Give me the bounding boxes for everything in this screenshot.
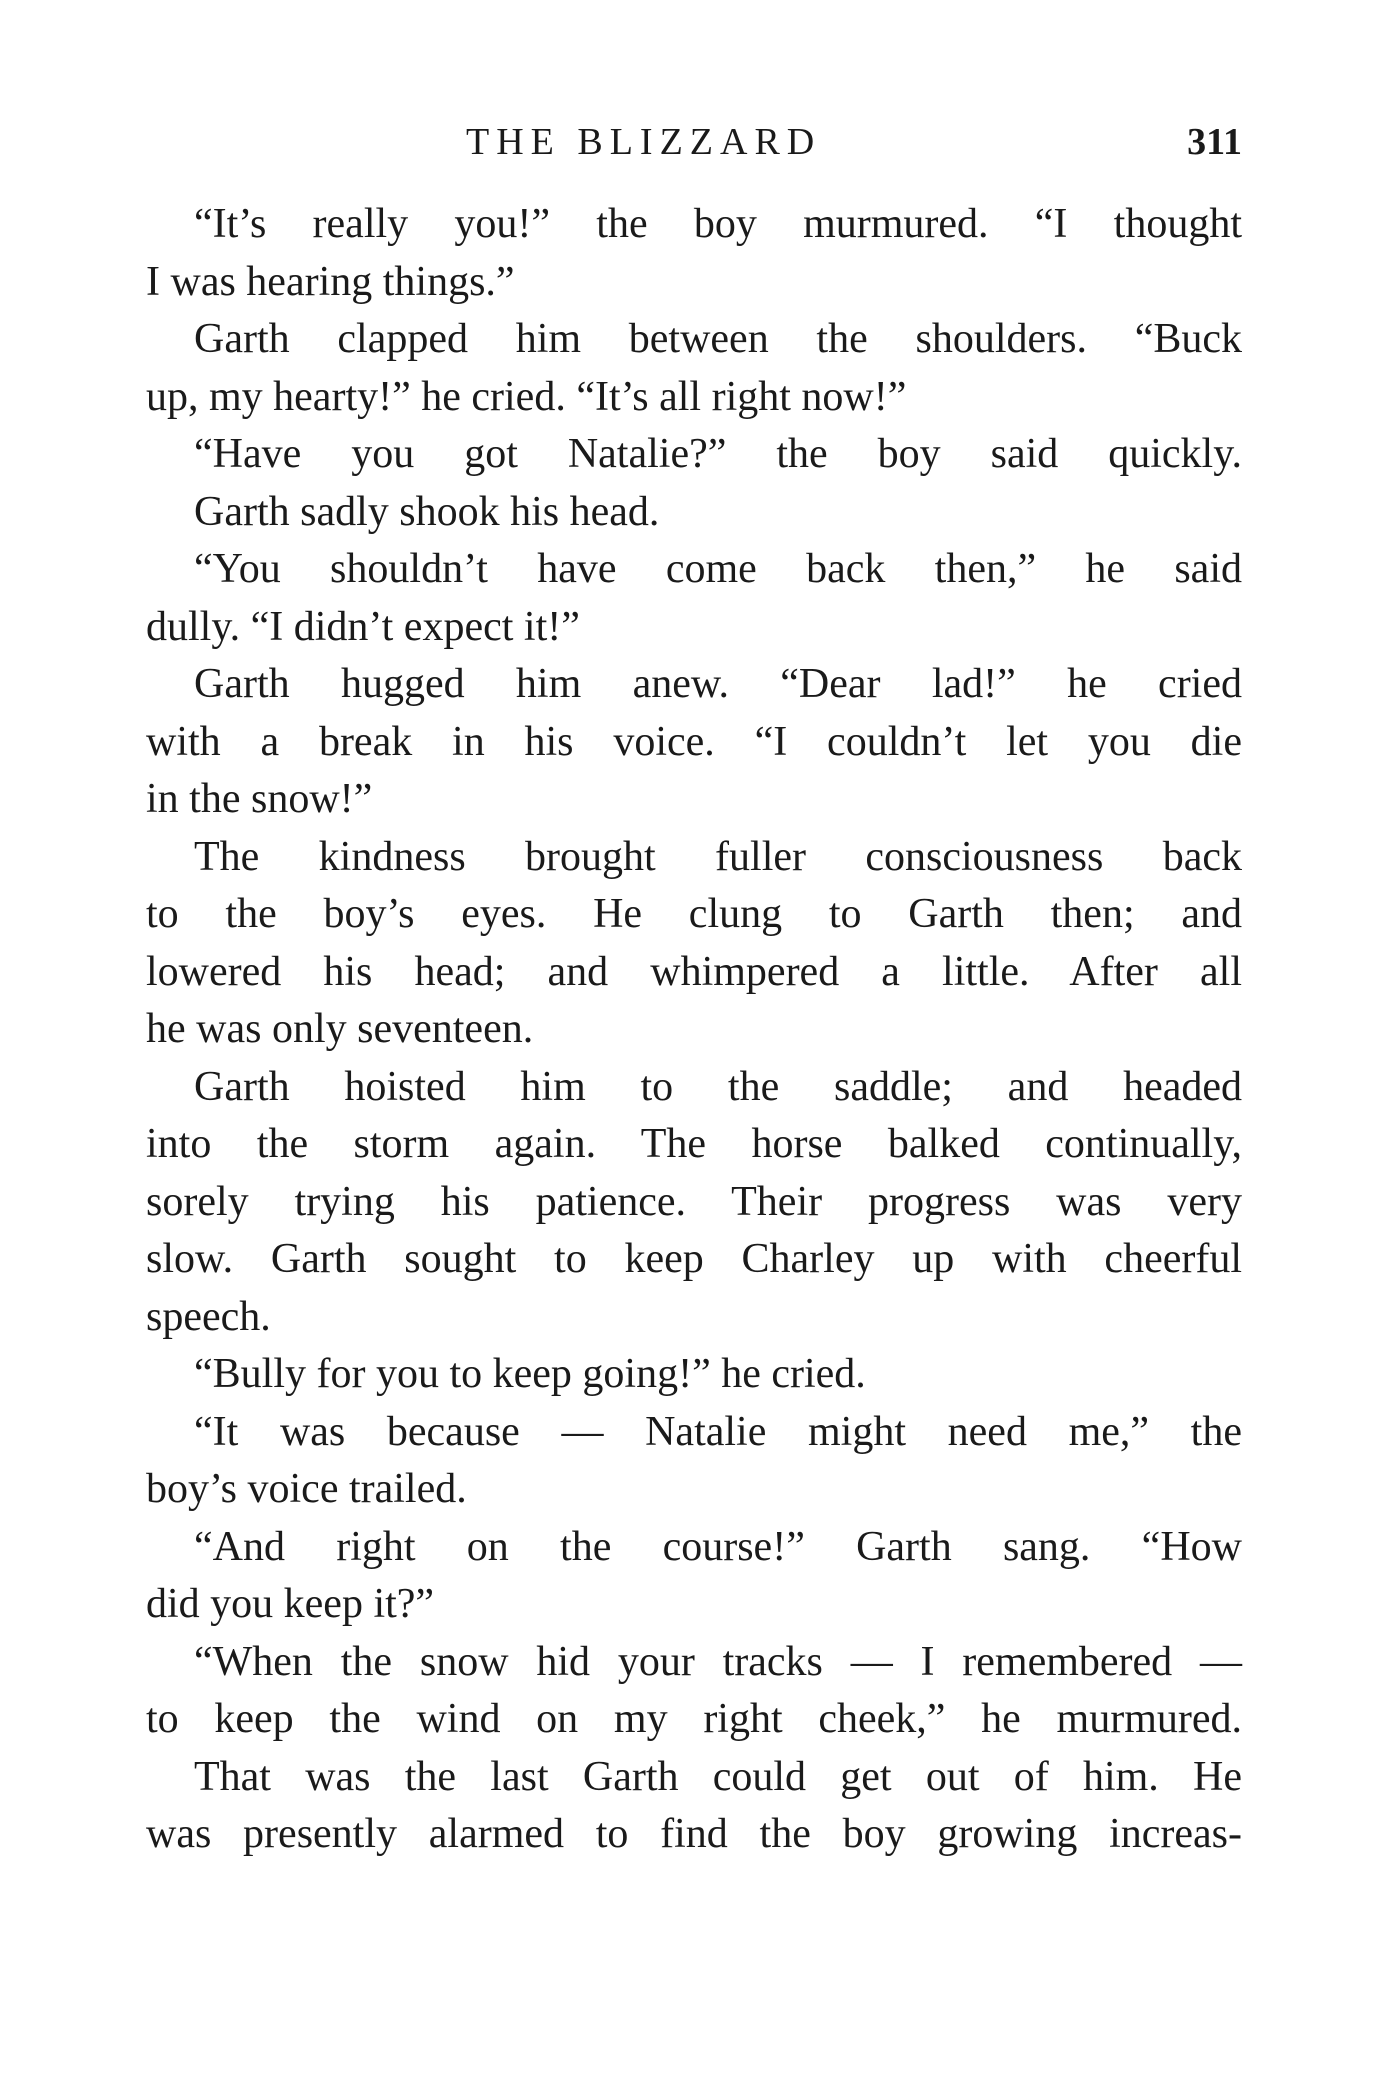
text-line: Garth sadly shook his head.	[194, 488, 660, 535]
text-line: into the storm again. The horse balked continually,	[146, 1121, 1242, 1167]
text-line: “Bully for you to keep going!” he cried.	[194, 1351, 866, 1397]
text-line: speech.	[146, 1293, 271, 1340]
text-line: with a break in his voice. “I couldn’t let you die	[146, 718, 1242, 765]
text-line: slow. Garth sought to keep Charley up with cheerful	[146, 1236, 1242, 1282]
text-line: Garth hoisted him to the saddle; and headed	[194, 1063, 1242, 1110]
text-line: That was the last Garth could get out of him. He	[194, 1753, 1242, 1800]
text-line: “When the snow hid your tracks — I remembered —	[194, 1638, 1242, 1685]
text-line: lowered his head; and whimpered a little. After all	[146, 948, 1242, 995]
text-line: to keep the wind on my right cheek,” he murmured.	[146, 1696, 1242, 1742]
text-line: in the snow!”	[146, 776, 373, 822]
body-text	[146, 196, 1242, 1864]
text-line: boy’s voice trailed.	[146, 1466, 467, 1512]
text-line: dully. “I didn’t expect it!”	[146, 603, 580, 650]
text-line: The kindness brought fuller consciousness back	[194, 833, 1242, 880]
text-line: Garth hugged him anew. “Dear lad!” he cried	[194, 661, 1242, 707]
text-line: did you keep it?”	[146, 1581, 435, 1627]
running-title: THE BLIZZARD	[466, 121, 822, 163]
text-line: was presently alarmed to find the boy growing increas-	[146, 1811, 1242, 1857]
text-line: “And right on the course!” Garth sang. “How	[194, 1523, 1242, 1570]
text-line: “It was because — Natalie might need me,” the	[194, 1408, 1242, 1455]
text-line: he was only seventeen.	[146, 1006, 534, 1052]
text-line: up, my hearty!” he cried. “It’s all right now!”	[146, 373, 907, 420]
text-line: to the boy’s eyes. He clung to Garth then; and	[146, 891, 1242, 937]
page-number: 311	[1187, 121, 1242, 163]
text-line: “Have you got Natalie?” the boy said quickly.	[194, 431, 1242, 477]
text-line: “You shouldn’t have come back then,” he said	[194, 546, 1242, 592]
page-header	[146, 112, 1242, 172]
text-line: “It’s really you!” the boy murmured. “I thought	[194, 201, 1242, 247]
text-line: I was hearing things.”	[146, 258, 515, 305]
text-line: Garth clapped him between the shoulders. “Buck	[194, 316, 1242, 362]
text-line: sorely trying his patience. Their progress was very	[146, 1178, 1242, 1225]
